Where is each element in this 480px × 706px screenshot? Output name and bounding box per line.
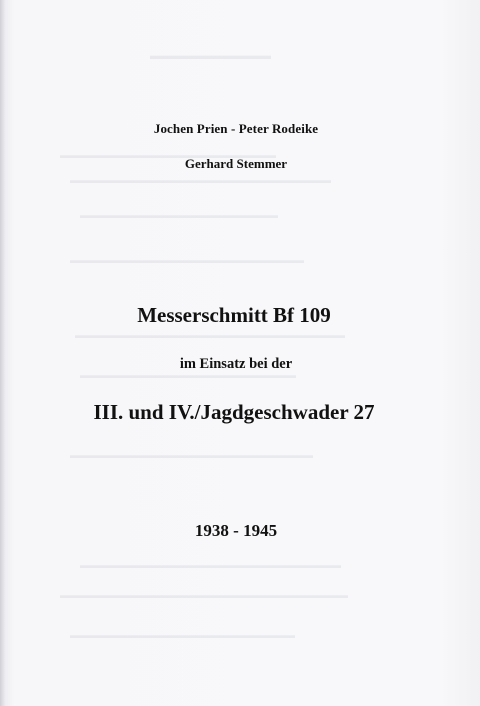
bleed-through-text: ▬▬▬▬▬▬▬▬▬▬▬ <box>150 50 271 62</box>
bleed-through-text: ▬▬▬▬▬▬▬▬▬▬▬▬▬▬▬▬▬▬▬▬▬▬▬▬▬ <box>70 630 295 640</box>
bleed-through-text: ▬▬▬▬▬▬▬▬▬▬▬▬▬▬▬▬▬▬▬▬▬▬▬▬▬▬▬▬▬ <box>80 560 341 570</box>
authors-line: Jochen Prien - Peter Rodeike <box>153 121 319 136</box>
bleed-through-text: ▬▬▬▬▬▬▬▬▬▬▬▬▬▬▬▬▬▬▬▬▬▬▬▬▬▬▬▬▬▬ <box>75 330 345 340</box>
bleed-through-text: ▬▬▬▬▬▬▬▬▬▬▬▬▬▬▬▬▬▬▬▬▬▬▬▬ <box>80 370 296 380</box>
page-spine-shadow <box>0 0 5 706</box>
bleed-through-text: ▬▬▬▬▬▬▬▬▬▬▬▬▬▬▬▬▬▬▬▬▬▬▬▬▬▬▬▬▬ <box>70 175 331 185</box>
bleed-through-text: ▬▬▬▬▬▬▬▬▬▬▬▬▬▬▬▬▬▬▬▬▬▬▬▬▬▬▬▬▬▬▬▬ <box>60 590 348 600</box>
bleed-through-text: ▬▬▬▬▬▬▬▬▬▬▬▬▬▬▬▬▬▬▬▬▬▬▬▬ <box>60 150 276 160</box>
book-title: Messerschmitt Bf 109 <box>137 303 331 327</box>
bleed-through-text: ▬▬▬▬▬▬▬▬▬▬▬▬▬▬▬▬▬▬▬▬▬▬▬▬▬▬▬ <box>70 450 313 460</box>
year-range: 1938 - 1945 <box>194 521 278 540</box>
unit-name: III. und IV./Jagdgeschwader 27 <box>93 400 375 424</box>
bleed-through-text: ▬▬▬▬▬▬▬▬▬▬▬▬▬▬▬▬▬▬▬▬▬▬▬▬▬▬ <box>70 255 304 265</box>
author-name: Gerhard Stemmer <box>184 156 288 171</box>
book-subtitle: im Einsatz bei der <box>179 356 293 372</box>
bleed-through-text: ▬▬▬▬▬▬▬▬▬▬▬▬▬▬▬▬▬▬▬▬▬▬ <box>80 210 278 220</box>
